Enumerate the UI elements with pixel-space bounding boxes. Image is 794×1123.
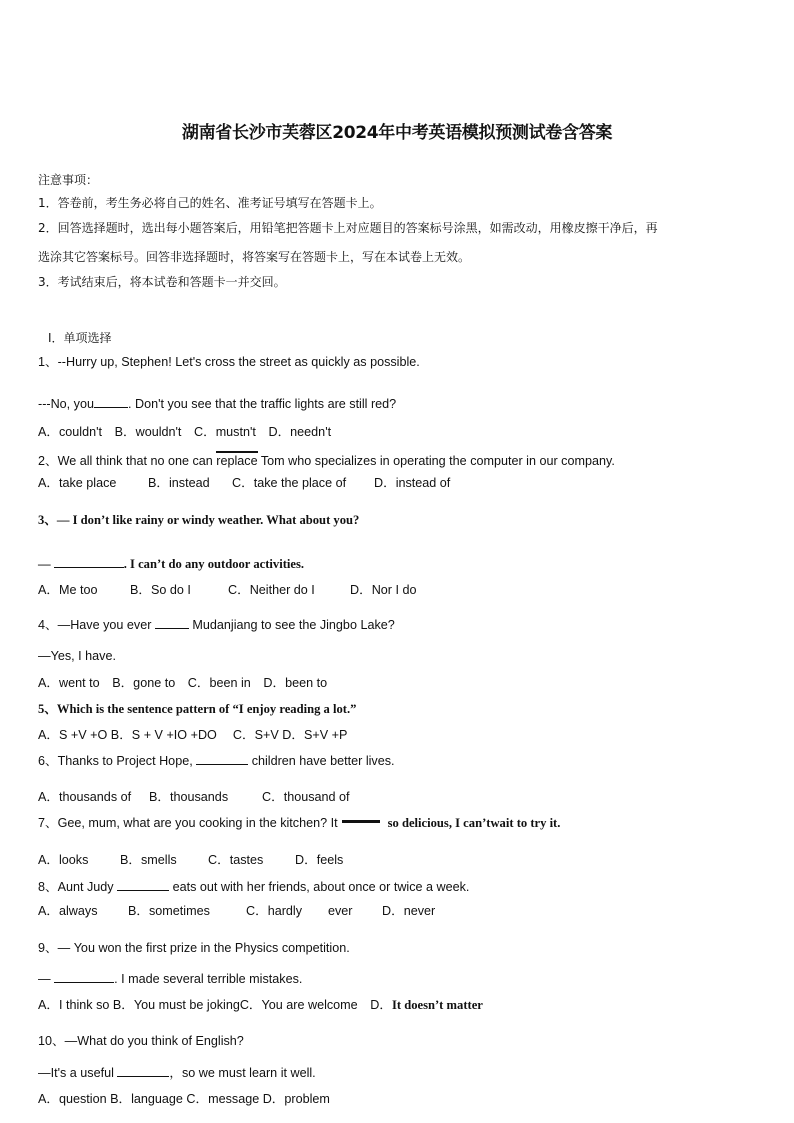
q6-option-c: C．thousand of <box>262 790 350 804</box>
q3-response <box>38 556 304 572</box>
page-title: 湖南省长沙市芙蓉区2024年中考英语模拟预测试卷含答案 <box>181 123 613 143</box>
q9-options <box>38 997 483 1013</box>
q7-option-b: B．smells <box>120 853 177 867</box>
q6-option-a: A．thousands of <box>38 790 132 804</box>
notice-item-2: 2．回答选择题时，选出每小题答案后，用铅笔把答题卡上对应题目的答案标号涂黑，如需改动，用橡皮擦干净后，再 <box>38 221 658 235</box>
q2-stem-end: Tom who specializes in operating the computer in our company. <box>257 454 615 468</box>
q9-response <box>38 971 302 987</box>
q8-stem-start: 8、Aunt Judy <box>38 880 118 894</box>
q3-stem: 3、— I don’t like rainy or windy weather. What about you? <box>38 513 360 527</box>
q9-options-text: A．I think so B．You must be jokingC．You are welcome D． <box>38 998 392 1012</box>
q4-response: —Yes, I have. <box>38 649 116 663</box>
answer-blank <box>54 971 114 983</box>
q6-stem-end: children have better lives. <box>248 754 395 768</box>
q8-option-c-cont: ever <box>328 904 353 918</box>
q6-stem-start: 6、Thanks to Project Hope, <box>38 754 197 768</box>
q6-stem <box>38 753 395 769</box>
q3-option-d: D．Nor I do <box>350 583 417 597</box>
q2-stem <box>38 451 615 469</box>
q10-stem: 10、—What do you think of English? <box>38 1034 244 1048</box>
answer-blank <box>117 1065 169 1077</box>
q3-option-b: B．So do I <box>130 583 191 597</box>
q5-stem: 5、Which is the sentence pattern of “I enjoy reading a lot.” <box>38 702 357 716</box>
q3-response-end: . I can’t do any outdoor activities. <box>123 557 305 571</box>
q7-options <box>38 852 343 868</box>
q2-options <box>38 475 450 491</box>
answer-blank <box>94 396 128 408</box>
q10-response <box>38 1065 316 1081</box>
q8-options <box>38 903 435 919</box>
q7-stem <box>38 815 560 831</box>
q2-stem-start: 2、We all think that no one can <box>38 454 217 468</box>
q8-option-d: D．never <box>382 904 436 918</box>
answer-blank <box>342 820 380 823</box>
notice-heading: 注意事项： <box>38 173 99 187</box>
q8-option-a: A．always <box>38 904 98 918</box>
q9-response-end: . I made several terrible mistakes. <box>114 972 303 986</box>
q7-stem-start: 7、Gee, mum, what are you cooking in the kitchen? It <box>38 816 338 830</box>
answer-blank <box>196 753 248 765</box>
q9-option-d: It doesn’t matter <box>391 998 483 1012</box>
q7-option-d: D．feels <box>295 853 344 867</box>
q6-option-b: B．thousands <box>149 790 229 804</box>
q1-response <box>38 396 396 412</box>
q4-options: A．went to B．gone to C．been in D．been to <box>38 676 328 690</box>
answer-blank <box>155 617 189 629</box>
q8-stem-end: eats out with her friends, about once or twice a week. <box>169 880 470 894</box>
q8-stem <box>38 879 469 895</box>
q9-response-start: — <box>38 972 55 986</box>
q7-stem-end: so delicious, I can’twait to try it. <box>387 816 561 830</box>
q4-stem-end: Mudanjiang to see the Jingbo Lake? <box>188 618 395 632</box>
q4-stem <box>38 617 395 633</box>
q1-options: A．couldn't B．wouldn't C．mustn't D．needn't <box>38 425 332 439</box>
q2-option-b: B．instead <box>148 476 210 490</box>
q7-option-c: C．tastes <box>208 853 264 867</box>
q1-response-start: ---No, you <box>38 397 94 411</box>
notice-item-1: 1．答卷前，考生务必将自己的姓名、准考证号填写在答题卡上。 <box>38 196 382 210</box>
q7-option-a: A．looks <box>38 853 89 867</box>
q4-stem-start: 4、—Have you ever <box>38 618 155 632</box>
q1-response-end: . Don't you see that the traffic lights are still red? <box>127 397 397 411</box>
notice-item-3: 3．考试结束后，将本试卷和答题卡一并交回。 <box>38 275 286 289</box>
q6-options <box>38 789 350 805</box>
q3-option-c: C．Neither do I <box>228 583 315 597</box>
q10-response-end: ，so we must learn it well. <box>169 1066 316 1080</box>
q5-options: A．S +V +O B．S + V +IO +DO C．S+V D．S+V +P <box>38 728 348 742</box>
q2-option-a: A．take place <box>38 476 117 490</box>
q3-options <box>38 582 417 598</box>
answer-blank <box>54 556 124 568</box>
notice-item-2-cont: 选涂其它答案标号。回答非选择题时，将答案写在答题卡上，写在本试卷上无效。 <box>38 250 471 264</box>
q8-option-b: B．sometimes <box>128 904 210 918</box>
q3-option-a: A．Me too <box>38 583 98 597</box>
q3-response-start: — <box>38 557 54 571</box>
q8-option-c: C．hardly <box>246 904 302 918</box>
q9-stem: 9、— You won the first prize in the Physics competition. <box>38 941 350 955</box>
answer-blank <box>117 879 169 891</box>
q2-option-d: D．instead of <box>374 476 451 490</box>
q10-options: A．question B．language C．message D．problem <box>38 1092 330 1106</box>
section-heading: Ⅰ．单项选择 <box>48 331 112 345</box>
q10-response-start: —It's a useful <box>38 1066 118 1080</box>
q2-option-c: C．take the place of <box>232 476 347 490</box>
q1-stem: 1、--Hurry up, Stephen! Let's cross the street as quickly as possible. <box>38 355 420 369</box>
q2-target-word: replace <box>216 451 257 469</box>
